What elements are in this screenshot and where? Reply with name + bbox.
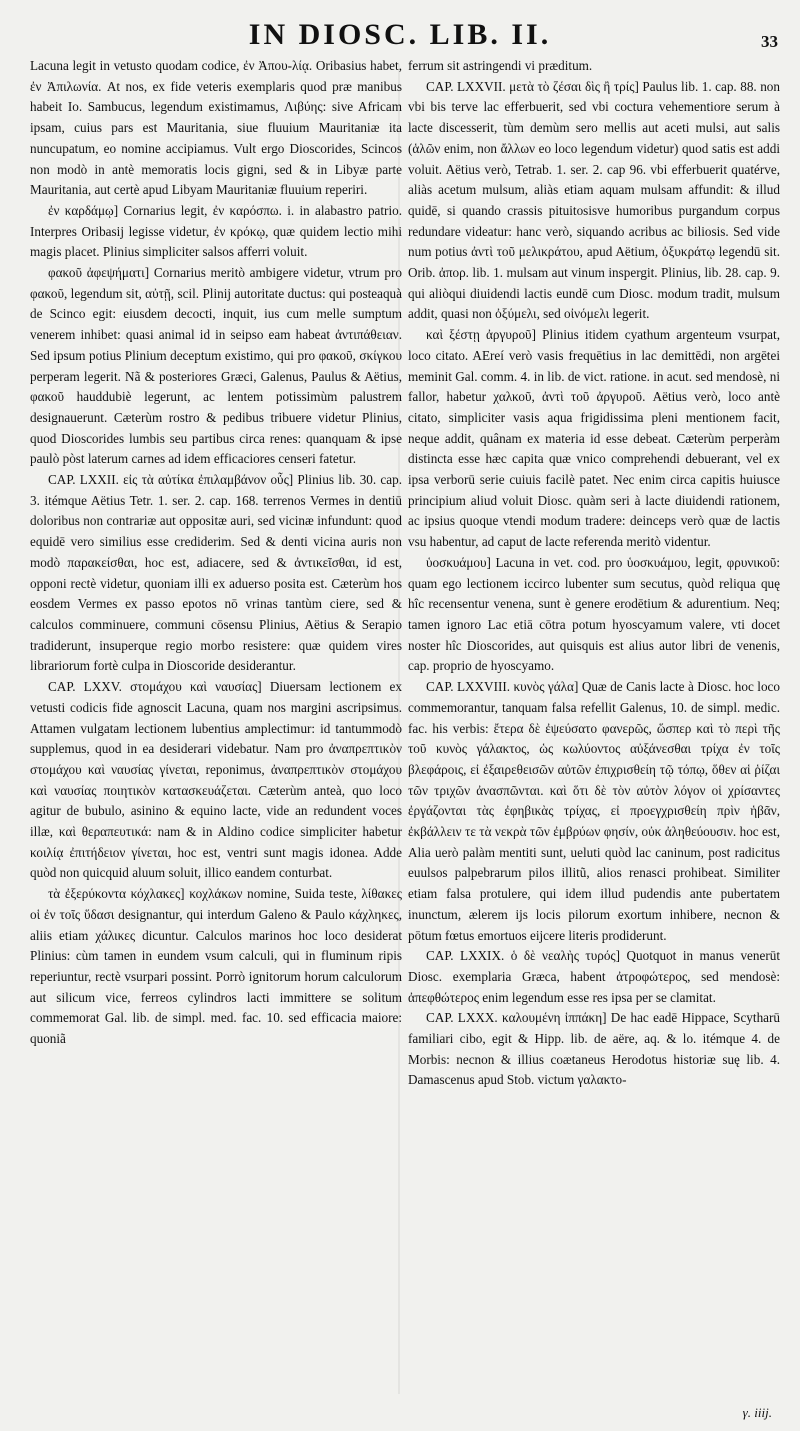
- paragraph: CAP. LXXIX. ὁ δὲ νεαλὴς τυρός] Quotquot in manus venerūt Diosc. exemplaria Græca, habent ἀτροφώτερος, sed mendosè: ἀπεφθώτερος enim legendum esse res ipsa per se clamitat.: [408, 948, 780, 1005]
- paragraph: CAP. LXXV. στομάχου καὶ ναυσίας] Diuersam lectionem ex vetusti codicis fide agnoscit Lacuna, quam nos margini ascripsimus. Attamen vulgatam lectionem lubentius amplectimur: id tantummodò supplemus, quod in ea desiderari videbatur. Nam pro ἀναπρεπτικὸν στομάχου καὶ ναυσίας γίνεται, reponimus, ἀναπρεπτικὸν στομάχου καὶ ναυσίας ποιητικὸν κατασκευάζεται. Cæterùm anteà, quo loco agitur de bubulo, asinino & equino lacte, vide an redundent voces illæ, καὶ θεραπευτικά: nam & in Aldino codice simpliciter habetur κοιλίᾳ ἐπιτήδειον γίνεται, hoc est, ventri sunt magis idonea. Adde quòd non quicquid aluum soluit, illico eandem conturbat.: [30, 679, 402, 881]
- paragraph: τὰ ἐξερύκοντα κόχλακες] κοχλάκων nomine, Suida teste, λίθακες οἱ ἐν τοῖς ὕδασι designantur, qui interdum Galeno & Paulo κάχληκες, aliis etiam χάλικες dicuntur. Calculos marinos hoc loco desiderat Plinius: cùm tamen in eundem vsum calculi, qui in fluminum ripis reperiuntur, rectè vsurpari possint. Porrò ignitorum horum calculorum aut silicum vice, ferreos cylindros lacti immittere se solitum commemorat Gal. lib. de simpl. med. fac. 10. sed efficacia maiore: quoniã: [30, 886, 402, 1047]
- running-head: IN DIOSC. LIB. II.: [248, 18, 552, 51]
- paragraph: CAP. LXXII. εἰς τὰ αὐτίκα ἐπιλαμβάνον οὖς] Plinius lib. 30. cap. 3. itémque Aëtius Tetr. 1. ser. 2. cap. 168. terrenos Vermes in dentiū doloribus non contrariæ aut oppositæ auri, sed vicinæ infundunt: quod equidē vero similius esse crediderim. Sed & denti vicina auris non modò παρακείσθαι, hoc est, adiacere, sed & ἀντικεῖσθαι, id est, opponi rectè videtur, quoniam illi ex aduerso posita est. Cæterùm hos eosdem Vermes ex passo epotos nō vrinas tantùm ciere, sed & calculos comminuere, communi cōsensu Plinius, Aëtius & Serapio tradiderunt, insuperque regio morbo resistere: quæ quidem vires librariorum fortè culpa in Dioscoride desiderantur.: [30, 472, 402, 674]
- paragraph: CAP. LXXVIII. κυνὸς γάλα] Quæ de Canis lacte à Diosc. hoc loco commemorantur, tanquam falsa refellit Galenus, 10. de simpl. medic. fac. his verbis: ἔτερα δὲ ἐψεύσατο φανερῶς, ὥσπερ καὶ τὸ περὶ τῆς τοῦ κυνὸς γάλακτος, ὡς κωλύοντος αὐξάνεσθαι τρίχα ἐν τοῖς βλεφάροις, εἰ ἐξαιρεθεισῶν αὐτῶν ἐπιχρισθείη τῷ τόπῳ, ὅθεν αἱ ῥίζαι τῶν τριχῶν ἀνασπῶνται. καὶ ὅτι δὲ τὸν αὐτὸν λόγον οἱ χρίσαντες ἐργάζονται τὰς ἐφηβικὰς τρίχας, εἰ προεγχρισθείη πρὶν ἡβᾶν, ἐκβάλλειν τε τὰ νεκρὰ τῶν ἐμβρύων φησίν, οὐκ ἀληθεύουσιν. hoc est, Alia uerò palàm mentiti sunt, ueluti quòd lac caninum, post radicitus euulsos palpebrarum pilos illitũ, alios renasci prohibeat. Similiter etiam falsa protulere, qui idem illud pudendis ante pubertatem inunctum, ælerem ijs locis pilorum exortum inhibere, necnon & pōtum fœtus emortuos eijcere literis prodiderunt.: [408, 679, 780, 943]
- right-column: [408, 56, 780, 1091]
- paragraph: φακοῦ ἀφεψήματι] Cornarius meritò ambigere videtur, vtrum pro φακοῦ, legendum sit, αὐτῇ, scil. Plinij autoritate ductus: qui posteaquà de Scinco egit: eiusdem decocti, inquit, ius cum melle sumptum venerem inhibet: quasi animal id in seipso eam habeat ἀντιπάθειαν. Sed ipsum potius Plinium deceptum existimo, qui pro φακοῦ, σκίγκου perperam legerit. Nã & posteriores Græci, Galenus, Paulus & Aëtius, φακοῦ hauddubiè legerunt, ac lentem potissimùm palustrem designauerunt. Cæterùm rostro & pedibus tribuere videtur Plinius, quod Dioscorides lumbis seu partibus circa renes: quanquam & ipse paulò pòst laterum carnes ad idem efficaciores censeri fatetur.: [30, 265, 402, 467]
- paragraph: CAP. LXXVII. μετὰ τὸ ζέσαι δὶς ἢ τρίς] Paulus lib. 1. cap. 88. non vbi bis terve lac efferbuerit, sed vbi coctura vehementiore serum à lacte discesserit, tùm demùm sero mellis aut aceti mulsi, aut salis (ἁλῶν enim, non ἄλλων eo loco legendum videtur) quod satis est addi voluit. Aëtius verò, Tetrab. 1. ser. 2. cap 96. vbi efferbuerit quatérve, aliàs acetum mulsum, aliàs etiam aquam mulsam affundit: & illud quidē, si quando crassis pituitosisve humoribus purgandum corpus redundare videatur: hanc verò, siquando acribus ac biliosis. Sed vide num potius ἀντὶ τοῦ μελικράτου, apud Aëtium, ὀξυκράτῳ legendū sit. Orib. ἀπορ. lib. 1. mulsam aut vinum inspergit. Plinius, lib. 28. cap. 9. qui aliòqui diuidendi lactis eundē cum Diosc. modum tradit, mulsum addit, quasi non ὀξύμελι, sed οἰνόμελι legerit.: [408, 78, 780, 322]
- paragraph: CAP. LXXX. καλουμένη ἱππάκη] De hac eadē Hippace, Scytharū familiari cibo, egit & Hipp. lib. de aëre, aq. & lo. itémque 4. de Morbis: necnon & illius coætaneus Herodotus historiæ suę lib. 4. Damascenus apud Stob. victum γαλακτο-: [408, 1010, 780, 1088]
- paragraph: Lacuna legit in vetusto quodam codice, ἐν Ἀπου-λίᾳ. Oribasius habet, ἐν Ἀπιλωνία. At nos, ex fide veteris exemplaris quod præ manibus habeit Io. Sambucus, legendum existimamus, Λιβύης: sive Africam ipsam, cuius pars est Mauritania, siue fluuium Mauritaniæ ita nuncupatum, eo nomine accipiamus. Vult ergo Dioscorides, Scincos non modò in antè memoratis locis gigni, sed & in Libyæ parte Mauritania, aut certè apud Libyam Mauritaniæ fluuium reperiri.: [30, 58, 402, 198]
- paragraph: καὶ ξέστῃ ἀργυροῦ] Plinius itidem cyathum argenteum vsurpat, loco citato. AEreí verò vasis frequētius in lac demittēdi, non argētei meminit Gal. comm. 4. in lib. de vict. ratione. in acut. sed mendosè, ni fallor, habetur χαλκοῦ, ἀντὶ τοῦ ἀργυροῦ. Aëtius verò, loco antè citato, simpliciter vasis aqua frigidissima pleni mentionem facit, neque addit, quânam ex materia id esse debeat. Cæterùm perperàm distincta esse hæc capita quæ vnico comprehendi debuerant, vel ex ipsa verborū serie cuiuis facilè patet. Nec enim circa capitis huiusce principium aliud voluit Diosc. quàm seri à lacte diuidendi rationem, ac ipsius quoque vtendi modum tradere: deinceps verò quæ de lactis vsu habentur, ad caput de lacte referenda meritò videntur.: [408, 327, 780, 550]
- paragraph: ὑοσκυάμου] Lacuna in vet. cod. pro ὑοσκυάμου, legit, φρυνικοῦ: quam ego lectionem iccirco lubenter sum secutus, quòd reliqua quę hîc recensentur venena, sunt è genere erodētium & adurentium. Neq; tamen ignoro Lac etiā cōtra potum hyoscyamum valere, vti docet noster hîc Dioscorides, aut quisquis est alius autor libri de venenis, cap. proprio de hyoscyamo.: [408, 554, 780, 674]
- page-number: 33: [761, 32, 778, 51]
- catchword: γ. iiij.: [742, 1405, 772, 1420]
- left-column: [30, 56, 402, 1050]
- page-header: [0, 18, 800, 58]
- paragraph: ἐν καρδάμῳ] Cornarius legit, ἐν καρόσπω. i. in alabastro patrio. Interpres Oribasij legisse videtur, ἐν κρόκῳ, quæ quidem lectio mihi magis placet. Plinius simpliciter salsos afferri voluit.: [30, 202, 402, 260]
- paragraph: ferrum sit astringendi vi præditum.: [408, 58, 593, 73]
